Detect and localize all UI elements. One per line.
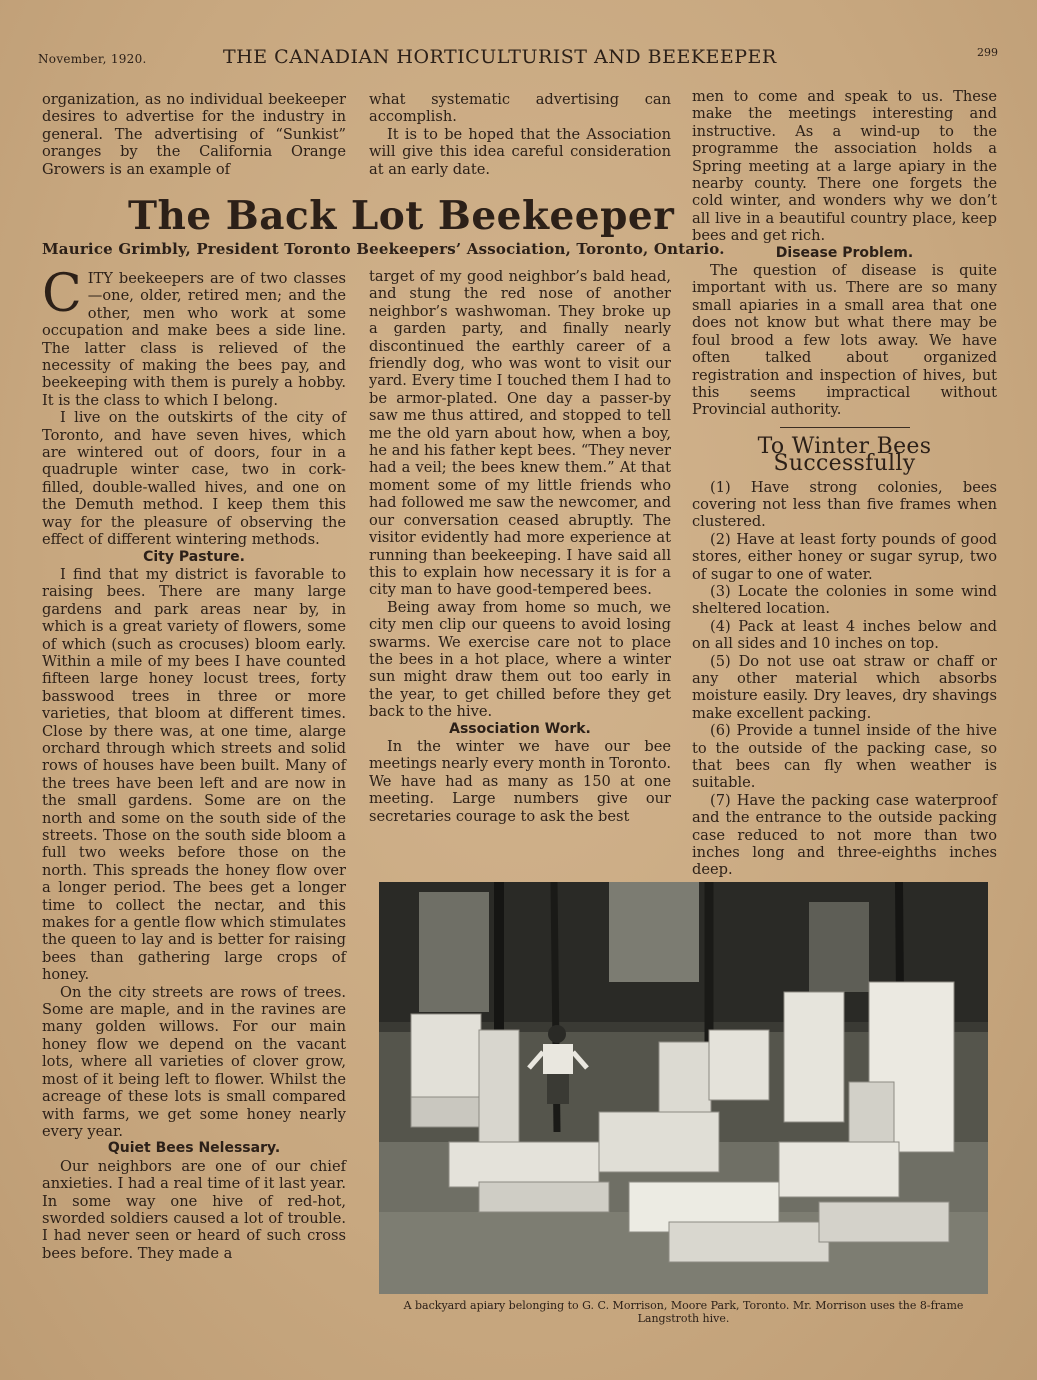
paragraph: Our neighbors are one of our chief anxieties. I had a real time of it last year. In some way one hive of red-hot, sworded soldiers caused a lot of trouble. I had never seen or heard of such cross bees before. They made a [42, 1157, 346, 1262]
page-number: 299 [977, 46, 998, 59]
section-divider [780, 427, 910, 428]
paragraph: what systematic advertising can accomplish. [369, 91, 671, 126]
paragraph: target of my good neighbor’s bald head, and stung the red nose of another neighbor’s washwoman. They broke up a garden party, and finally nearly discontinued the earthly career of a friendly dog, who was wont to visit our yard. Every time I touched them I had to be armor-plated. One day a passer-by saw me thus attired, and stopped to tell me the old yarn about how, when a boy, he and his father kept bees. “They never had a veil; the bees knew them.” At that moment some of my little friends who had followed me saw the newcomer, and our conversation ceased abruptly. The visitor evidently had more experience at running than beekeeping. I have said all this to explain how necessary it is for a city man to have good-tempered bees. [369, 268, 671, 599]
section-heading: Disease Problem. [775, 244, 914, 261]
winter-tip: (7) Have the packing case waterproof and the entrance to the outside packing case reduced to not more than two inches long and three-eighths inches deep. [692, 791, 997, 879]
sidebar-title: To Winter Bees Successfully [757, 433, 932, 477]
paragraph: organization, as no individual beekeeper desires to advertise for the industry in general. The advertising of “Sunkist” oranges by the California Orange Growers is an example of [42, 91, 346, 178]
drop-cap: C [42, 264, 82, 324]
article-title: The Back Lot Beekeeper [128, 193, 675, 239]
winter-tip: (1) Have strong colonies, bees covering not less than five frames when clustered. [692, 478, 997, 531]
section-heading: City Pasture. [143, 548, 245, 565]
page-header [38, 46, 998, 72]
paragraph: Being away from home so much, we city men clip our queens to avoid losing swarms. We exercise care not to place the bees in a hot place, where a winter sun might draw them out too early in the year, to get chilled before they get back to the hive. [369, 598, 671, 721]
winter-tip: (3) Locate the colonies in some wind sheltered location. [692, 582, 997, 618]
paragraph: In the winter we have our bee meetings nearly every month in Toronto. We have had as many as 150 at one meeting. Large numbers give our secretaries courage to ask the best [369, 737, 671, 825]
paragraph: The question of disease is quite important with us. There are so many small apiaries in a small area that one does not know but what there may be foul brood a few lots away. We have often talked about organized registration and inspection of hives, but this seems impractical without Provincial authority. [692, 262, 997, 419]
winter-tip: (6) Provide a tunnel inside of the hive to the outside of the packing case, so that bees can fly when weather is suitable. [692, 722, 997, 792]
paragraph: On the city streets are rows of trees. Some are maple, and in the ravines are many golden willows. For our main honey flow we depend on the vacant lots, where all varieties of clover grow, most of it being left to flower. Whilst the acreage of these lots is small compared with farms, we get some honey nearly every year. [42, 983, 346, 1140]
prev-article-continuation-col1 [42, 91, 346, 178]
winter-tip: (2) Have at least forty pounds of good stores, either honey or sugar syrup, two of sugar to one of water. [692, 530, 997, 583]
prev-article-continuation-col2 [369, 91, 671, 178]
paragraph: men to come and speak to us. These make the meetings interesting and instructive. As a wind-up to the programme the association holds a Spring meeting at a large apiary in the nearby county. There one forgets the cold winter, and wonders why we don’t all live in a beautiful country place, keep bees and get rich. [692, 88, 997, 245]
winter-tip: (5) Do not use oat straw or chaff or any other material which absorbs moisture easily. Dry leaves, dry shavings make excellent packing. [692, 652, 997, 722]
paragraph: CITY beekeepers are of two classes—one, older, retired men; and the other, men who work at some occupation and make bees a side line. The latter class is relieved of the necessity of making the bees pay, and beekeeping with them is purely a hobby. It is the class to which I belong. [42, 264, 346, 409]
section-heading: Quiet Bees Nelessary. [107, 1140, 281, 1157]
apiary-photograph [379, 882, 988, 1294]
article-column-2 [369, 268, 671, 825]
winter-tip: (4) Pack at least 4 inches below and on all sides and 10 inches on top. [692, 617, 997, 653]
section-heading: Association Work. [449, 720, 591, 737]
article-column-1 [42, 264, 346, 1262]
issue-date: November, 1920. [38, 52, 147, 66]
article-column-3 [692, 88, 997, 879]
photo-caption: A backyard apiary belonging to G. C. Morrison, Moore Park, Toronto. Mr. Morrison uses the 8-frame Langstroth hive. [403, 1299, 964, 1325]
paragraph: I live on the outskirts of the city of Toronto, and have seven hives, which are wintered out of doors, four in a quadruple winter case, two in cork-filled, double-walled hives, and one on the Demuth method. I keep them this way for the pleasure of observing the effect of different wintering methods. [42, 409, 346, 549]
paragraph: I find that my district is favorable to raising bees. There are many large gardens and park areas near by, in which is a great variety of flowers, some of which (such as crocuses) bloom early. Within a mile of my bees I have counted fifteen large honey locust trees, forty basswood trees in three or more varieties, that bloom at different times. Close by there was, at one time, alarge orchard through which streets and solid rows of houses have been built. Many of the trees have been left and are now in the small gardens. Some are on the north and some on the south side of the streets. Those on the south side bloom a full two weeks before those on the north. This spreads the honey flow over a longer period. The bees get a longer time to collect the nectar, and this makes for a gentle flow which stimulates the queen to lay and is better for raising bees than gathering large crops of honey. [42, 565, 346, 984]
paragraph: It is to be hoped that the Association will give this idea careful consideration at an early date. [369, 125, 671, 178]
apiary-photo-illustration [379, 882, 988, 1294]
article-byline: Maurice Grimbly, President Toronto Beekeepers’ Association, Toronto, Ontario. [42, 240, 725, 258]
magazine-title: THE CANADIAN HORTICULTURIST AND BEEKEEPER [223, 46, 777, 68]
